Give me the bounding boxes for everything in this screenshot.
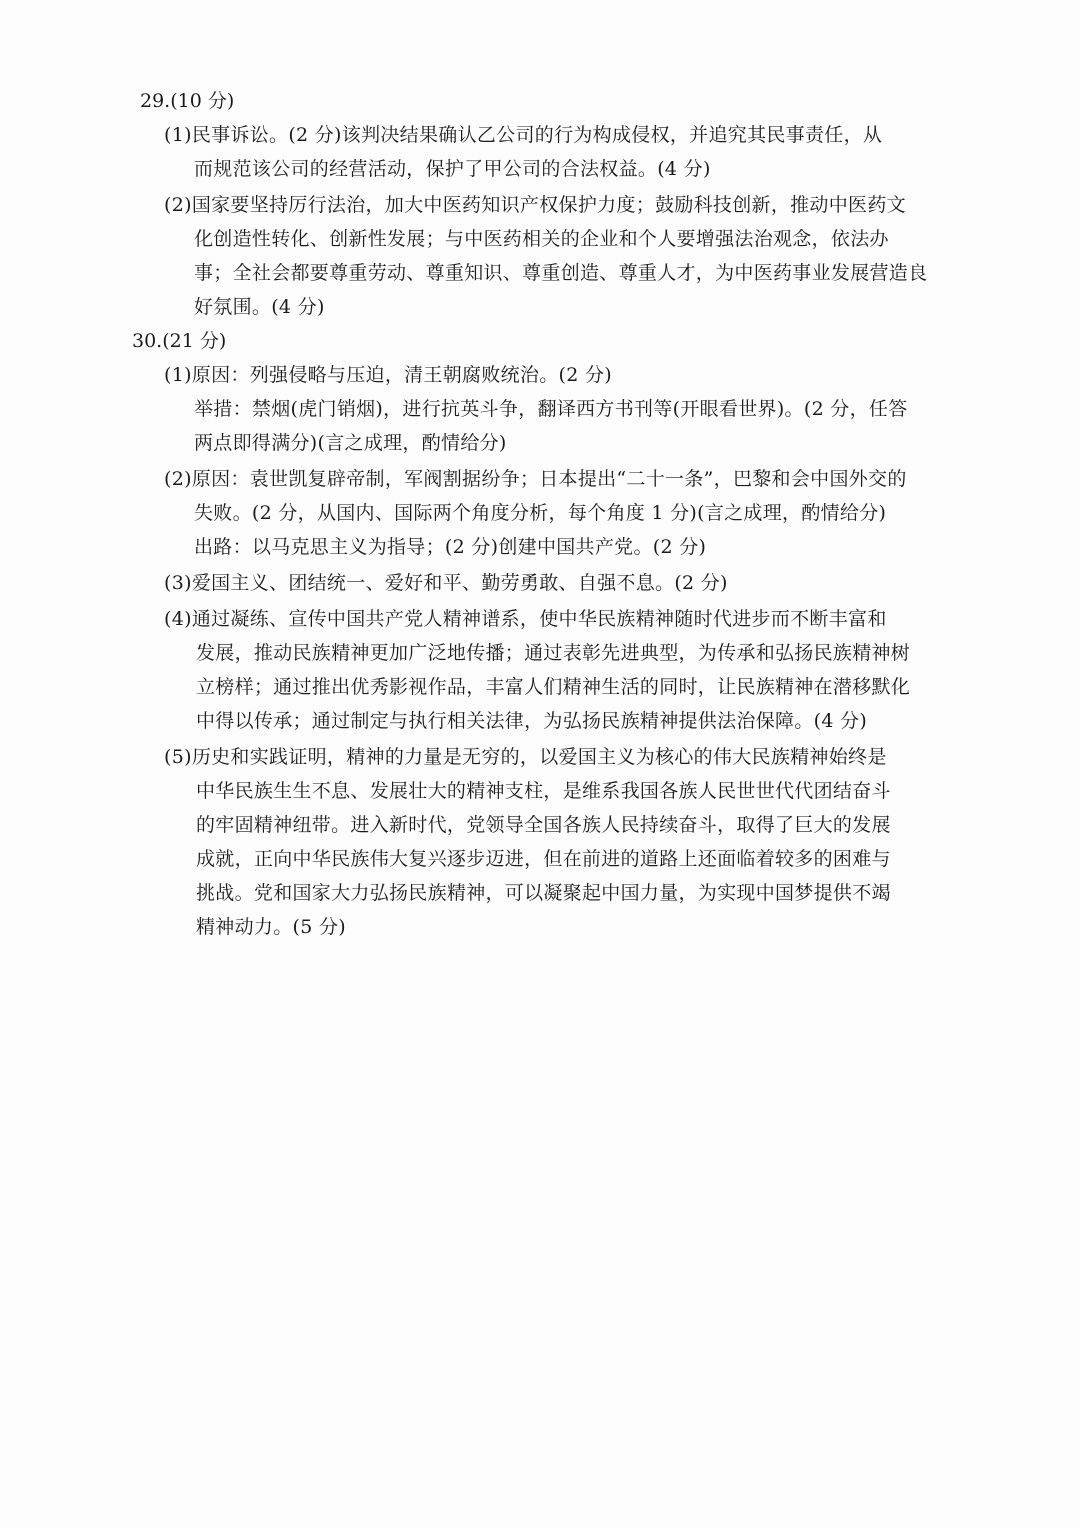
question-30-part-1 <box>164 358 952 460</box>
answer-line: 事；全社会都要尊重劳动、尊重知识、尊重创造、尊重人才，为中医药事业发展营造良 <box>194 262 928 284</box>
answer-line: 化创造性转化、创新性发展；与中医药相关的企业和个人要增强法治观念，依法办 <box>194 228 889 250</box>
answer-line: (1)民事诉讼。(2 分)该判决结果确认乙公司的行为构成侵权，并追究其民事责任，从 <box>164 124 883 146</box>
answer-line: 两点即得满分)(言之成理，酌情给分) <box>194 432 507 454</box>
answer-line: (5)历史和实践证明，精神的力量是无穷的，以爱国主义为核心的伟大民族精神始终是 <box>164 746 887 768</box>
question-30-part-2 <box>164 462 952 564</box>
answer-line: 精神动力。(5 分) <box>196 916 346 938</box>
answer-line: 而规范该公司的经营活动，保护了甲公司的合法权益。(4 分) <box>194 158 711 180</box>
answer-line: 的牢固精神纽带。进入新时代，党领导全国各族人民持续奋斗，取得了巨大的发展 <box>196 814 891 836</box>
question-30-part-4 <box>164 602 952 738</box>
question-30-part-5 <box>164 740 952 944</box>
answer-line: 失败。(2 分，从国内、国际两个角度分析，每个角度 1 分)(言之成理，酌情给分) <box>194 502 887 524</box>
answer-line: 立榜样；通过推出优秀影视作品，丰富人们精神生活的同时，让民族精神在潜移默化 <box>196 676 911 698</box>
answer-line: (2)原因：袁世凯复辟帝制，军阀割据纷争；日本提出“二十一条”，巴黎和会中国外交的 <box>164 468 907 490</box>
answer-line: 出路：以马克思主义为指导；(2 分)创建中国共产党。(2 分) <box>194 536 707 558</box>
question-29-part-1 <box>164 118 952 186</box>
question-30-heading: 30.(21 分) <box>132 330 227 352</box>
answer-line: 中得以传承；通过制定与执行相关法律，为弘扬民族精神提供法治保障。(4 分) <box>196 710 868 732</box>
answer-line: 中华民族生生不息、发展壮大的精神支柱，是维系我国各族人民世世代代团结奋斗 <box>196 780 891 802</box>
question-29-heading: 29.(10 分) <box>140 90 235 112</box>
question-30-part-3 <box>164 566 952 600</box>
answer-line: 发展，推动民族精神更加广泛地传播；通过表彰先进典型，为传承和弘扬民族精神树 <box>196 642 911 664</box>
answer-line: 举措：禁烟(虎门销烟)，进行抗英斗争，翻译西方书刊等(开眼看世界)。(2 分，任答 <box>194 398 908 420</box>
answer-key-document <box>132 84 952 944</box>
question-29-part-2 <box>164 188 952 324</box>
answer-line: (3)爱国主义、团结统一、爱好和平、勤劳勇敢、自强不息。(2 分) <box>164 572 728 594</box>
answer-line: (1)原因：列强侵略与压迫，清王朝腐败统治。(2 分) <box>164 364 612 386</box>
answer-line: 好氛围。(4 分) <box>194 296 325 318</box>
answer-line: (2)国家要坚持厉行法治，加大中医药知识产权保护力度；鼓励科技创新，推动中医药文 <box>164 194 906 216</box>
answer-line: (4)通过凝练、宣传中国共产党人精神谱系，使中华民族精神随时代进步而不断丰富和 <box>164 608 887 630</box>
answer-line: 成就，正向中华民族伟大复兴逐步迈进，但在前进的道路上还面临着较多的困难与 <box>196 848 891 870</box>
answer-line: 挑战。党和国家大力弘扬民族精神，可以凝聚起中国力量，为实现中国梦提供不竭 <box>196 882 891 904</box>
